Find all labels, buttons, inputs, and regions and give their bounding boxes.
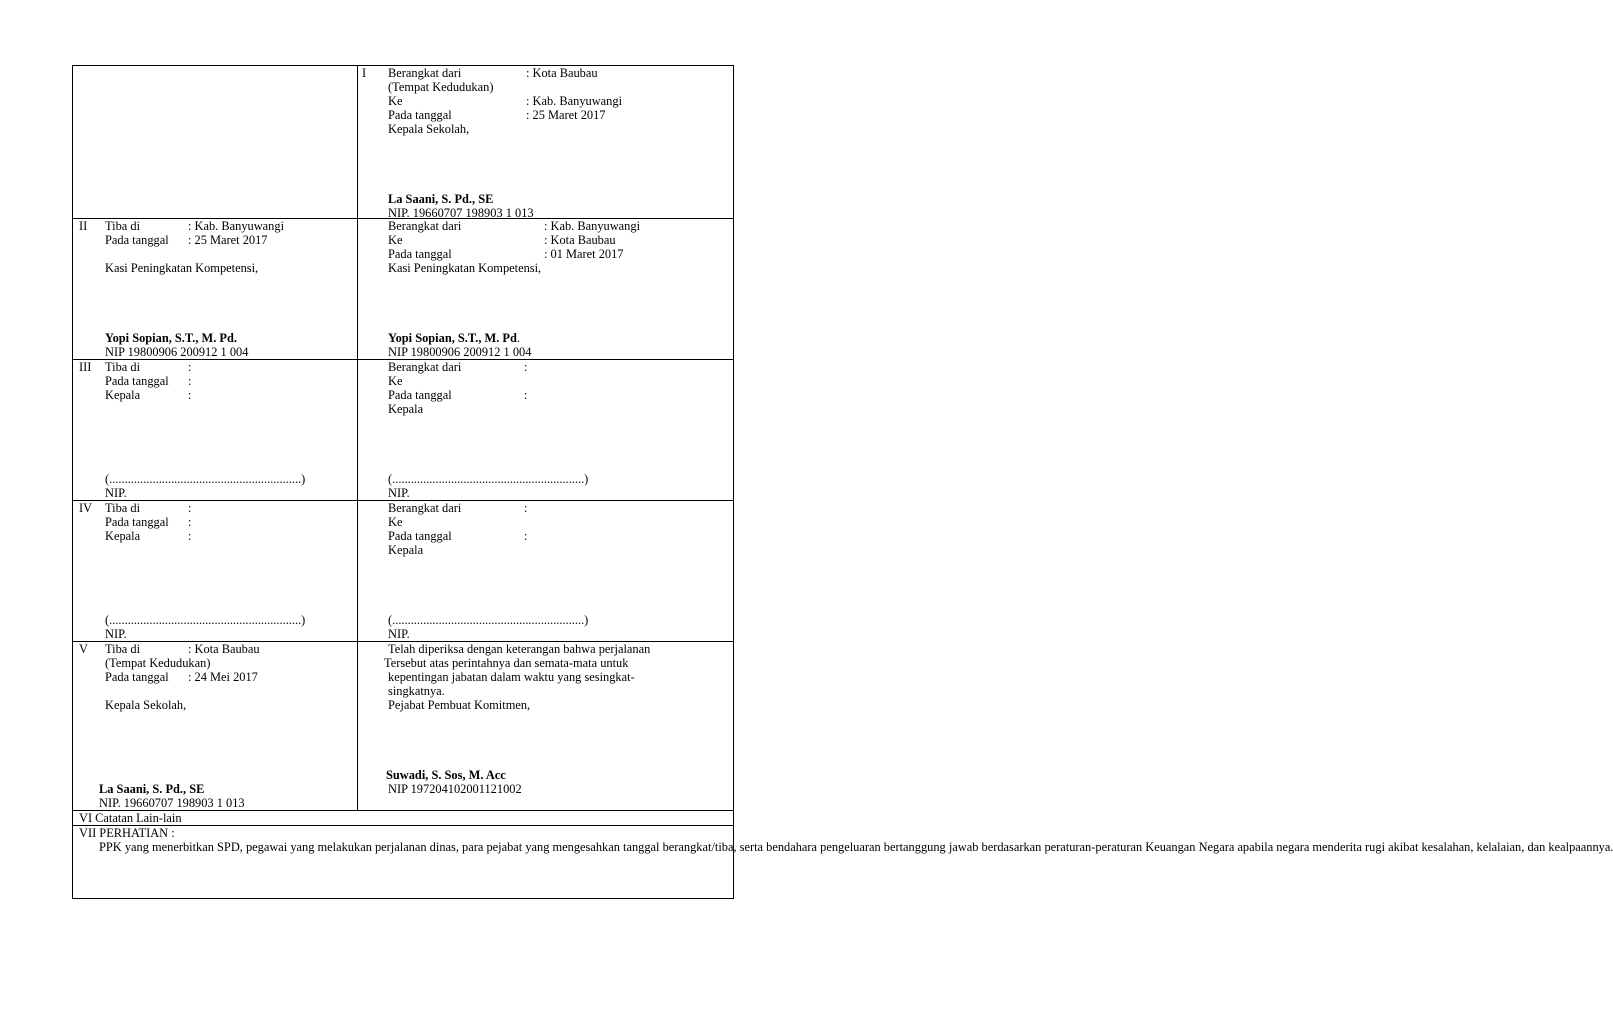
- tempat-kedudukan-note: (Tempat Kedudukan): [388, 80, 494, 94]
- section-1-roman: I: [362, 66, 367, 80]
- berangkat-value: : Kota Baubau: [526, 66, 598, 80]
- ke-value: : Kab. Banyuwangi: [526, 94, 623, 108]
- perhatian-text: PPK yang menerbitkan SPD, pegawai yang melakukan perjalanan dinas, para pejabat yang mengesahkan tanggal berangkat/tiba, serta bendahara pengeluaran bertanggung jawab berdasarkan peraturan-peraturan Keuangan Negara apabila negara menderita rugi akibat kesalahan, kelalaian, dan kealpaannya.: [99, 840, 1613, 854]
- section-2-right-cell: [358, 219, 734, 360]
- tanggal-label: Pada tanggal: [105, 515, 169, 529]
- section-5-roman: V: [79, 642, 88, 656]
- signatory-name-suffix: .: [516, 331, 520, 345]
- berangkat-colon: :: [524, 360, 528, 374]
- tanggal-label: Pada tanggal: [388, 247, 452, 261]
- tiba-label: Tiba di: [105, 501, 141, 515]
- jabatan-text: Kasi Peningkatan Kompetensi,: [105, 261, 259, 275]
- tanggal-label: Pada tanggal: [105, 233, 169, 247]
- kepala-label: Kepala: [388, 543, 424, 557]
- tanggal-label: Pada tanggal: [105, 670, 169, 684]
- section-3-left-cell: [73, 360, 358, 501]
- verification-line-3: kepentingan jabatan dalam waktu yang sesingkat-: [388, 670, 635, 684]
- perhatian-label: VII PERHATIAN :: [79, 826, 175, 840]
- section-3-row: [73, 360, 734, 501]
- section-5-right-cell: [358, 642, 734, 811]
- ke-label: Ke: [388, 233, 403, 247]
- jabatan-text: Pejabat Pembuat Komitmen,: [388, 698, 531, 712]
- tiba-label: Tiba di: [105, 360, 141, 374]
- tanggal-value: : 25 Maret 2017: [526, 108, 606, 122]
- tanggal-label: Pada tanggal: [388, 529, 452, 543]
- tiba-label: Tiba di: [105, 642, 141, 656]
- signatory-name: Suwadi, S. Sos, M. Acc: [386, 768, 506, 782]
- kepala-label: Kepala: [105, 529, 141, 543]
- section-1-right-cell: [358, 66, 734, 219]
- tiba-colon: :: [188, 501, 192, 515]
- tanggal-colon: :: [188, 374, 192, 388]
- signature-line: (..............................................................): [388, 472, 589, 486]
- section-7-row: [73, 826, 734, 899]
- kepala-label: Kepala: [105, 388, 141, 402]
- ke-label: Ke: [388, 374, 403, 388]
- kepala-label: Kepala: [388, 402, 424, 416]
- tanggal-label: Pada tanggal: [105, 374, 169, 388]
- nip-label: NIP.: [388, 486, 410, 500]
- section-4-right-cell: [358, 501, 734, 642]
- berangkat-label: Berangkat dari: [388, 360, 462, 374]
- tanggal-value: : 24 Mei 2017: [188, 670, 258, 684]
- verification-line-1: Telah diperiksa dengan keterangan bahwa perjalanan: [388, 642, 651, 656]
- signatory-name: La Saani, S. Pd., SE: [388, 192, 494, 206]
- nip-label: NIP.: [388, 627, 410, 641]
- section-4-row: [73, 501, 734, 642]
- section-2-row: [73, 219, 734, 360]
- kepala-colon: :: [188, 529, 192, 543]
- tanggal-colon: :: [524, 388, 528, 402]
- jabatan-text: Kasi Peningkatan Kompetensi,: [388, 261, 542, 275]
- tanggal-colon: :: [188, 515, 192, 529]
- section-4-left-cell: [73, 501, 358, 642]
- signatory-nip: NIP. 19660707 198903 1 013: [388, 206, 534, 220]
- section-2-left-cell: [73, 219, 358, 360]
- verification-line-2: Tersebut atas perintahnya dan semata-mata untuk: [384, 656, 629, 670]
- ke-label: Ke: [388, 515, 403, 529]
- catatan-label: VI Catatan Lain-lain: [79, 811, 182, 825]
- verification-line-4: singkatnya.: [388, 684, 445, 698]
- signatory-name: La Saani, S. Pd., SE: [99, 782, 205, 796]
- tiba-label: Tiba di: [105, 219, 141, 233]
- section-5-left-cell: [73, 642, 358, 811]
- tempat-kedudukan-note: (Tempat Kedudukan): [105, 656, 211, 670]
- signatory-name: Yopi Sopian, S.T., M. Pd: [388, 331, 517, 345]
- tiba-value: : Kab. Banyuwangi: [188, 219, 285, 233]
- tanggal-value: : 25 Maret 2017: [188, 233, 268, 247]
- ke-value: : Kota Baubau: [544, 233, 616, 247]
- nip-label: NIP.: [105, 627, 127, 641]
- jabatan-text: Kepala Sekolah,: [388, 122, 470, 136]
- berangkat-colon: :: [524, 501, 528, 515]
- nip-label: NIP.: [105, 486, 127, 500]
- catatan-cell: [73, 811, 734, 826]
- signatory-name: Yopi Sopian, S.T., M. Pd.: [105, 331, 237, 345]
- kepala-colon: :: [188, 388, 192, 402]
- tanggal-value: : 01 Maret 2017: [544, 247, 624, 261]
- berangkat-label: Berangkat dari: [388, 501, 462, 515]
- tiba-value: : Kota Baubau: [188, 642, 260, 656]
- jabatan-text: Kepala Sekolah,: [105, 698, 187, 712]
- signatory-nip: NIP. 19660707 198903 1 013: [99, 796, 245, 810]
- tanggal-label: Pada tanggal: [388, 388, 452, 402]
- section-3-roman: III: [79, 360, 92, 374]
- tanggal-label: Pada tanggal: [388, 108, 452, 122]
- section-3-right-cell: [358, 360, 734, 501]
- section-1-left-empty-cell: [73, 66, 358, 219]
- section-4-roman: IV: [79, 501, 93, 515]
- section-2-roman: II: [79, 219, 88, 233]
- signature-line: (..............................................................): [388, 613, 589, 627]
- perhatian-cell: [73, 826, 1613, 899]
- berangkat-label: Berangkat dari: [388, 66, 462, 80]
- berangkat-label: Berangkat dari: [388, 219, 462, 233]
- tiba-colon: :: [188, 360, 192, 374]
- tanggal-colon: :: [524, 529, 528, 543]
- signatory-nip: NIP 19800906 200912 1 004: [105, 345, 249, 359]
- spd-form-table: [72, 65, 1613, 899]
- signature-line: (..............................................................): [105, 472, 306, 486]
- section-1-row: [73, 66, 734, 219]
- signatory-nip: NIP 197204102001121002: [388, 782, 522, 796]
- signatory-name-line: [388, 331, 520, 345]
- ke-label: Ke: [388, 94, 403, 108]
- section-5-row: [73, 642, 734, 811]
- section-6-row: [73, 811, 734, 826]
- signatory-nip: NIP 19800906 200912 1 004: [388, 345, 532, 359]
- signature-line: (..............................................................): [105, 613, 306, 627]
- berangkat-value: : Kab. Banyuwangi: [544, 219, 641, 233]
